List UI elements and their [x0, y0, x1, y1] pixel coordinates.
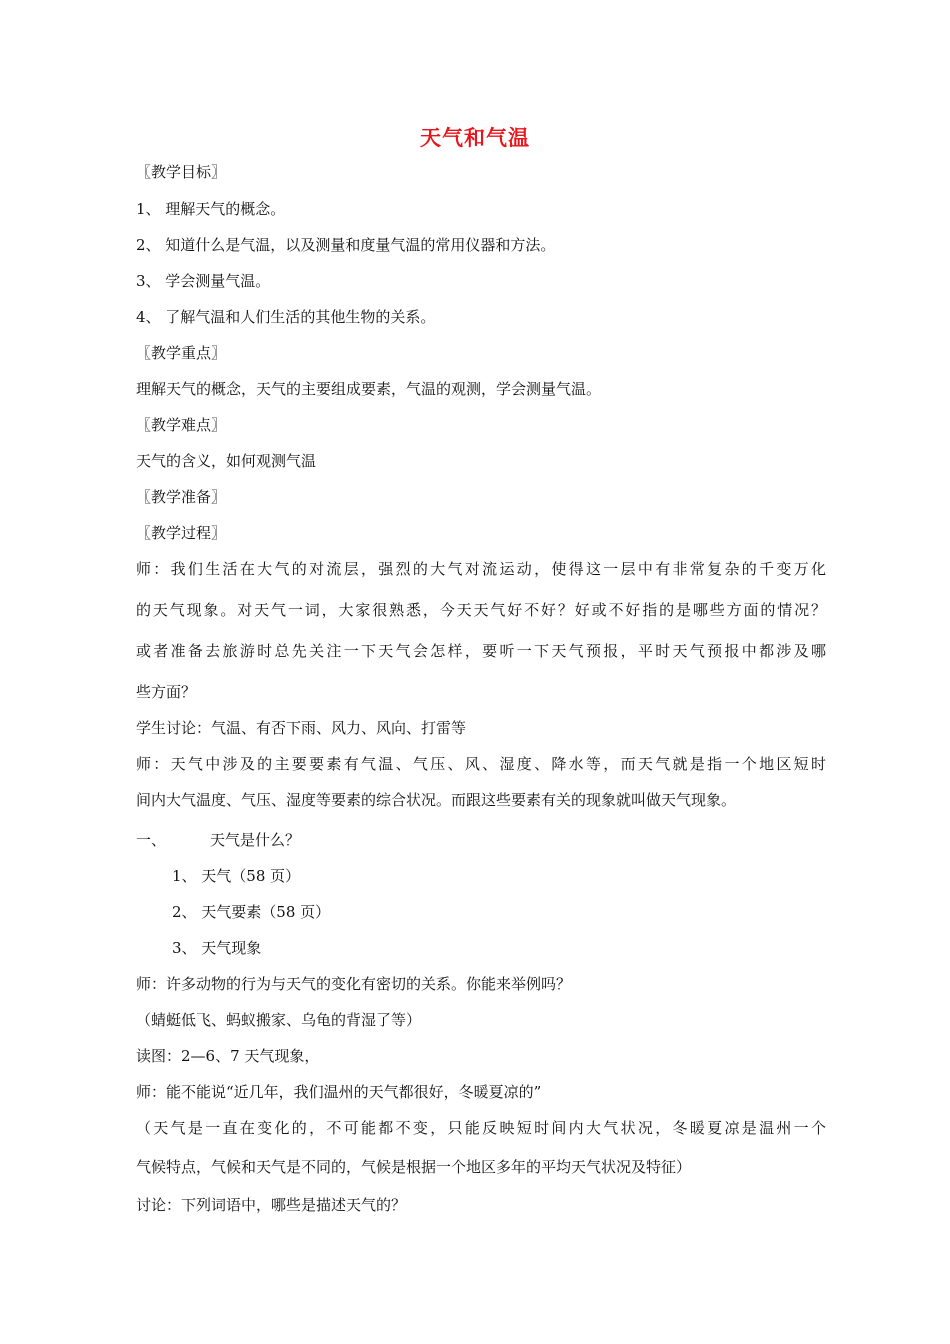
- difficulties-text: 天气的含义，如何观测气温: [136, 452, 317, 470]
- paragraph-line: （蜻蜓低飞、蚂蚁搬家、乌龟的背湿了等）: [136, 1011, 422, 1029]
- paragraph-line: 气候特点，气候和天气是不同的，气候是根据一个地区多年的平均天气状况及特征）: [136, 1158, 692, 1176]
- goal-item-3: 3、 学会测量气温。: [136, 272, 271, 290]
- key-points-text: 理解天气的概念，天气的主要组成要素，气温的观测，学会测量气温。: [136, 380, 602, 398]
- goal-item-1: 1、 理解天气的概念。: [136, 200, 286, 218]
- paragraph-line: 师：许多动物的行为与天气的变化有密切的关系。你能来举例吗？: [136, 975, 572, 993]
- paragraph-line: 读图：2—6、7 天气现象，: [136, 1047, 320, 1065]
- list-item: 1、 天气（58 页）: [172, 867, 301, 885]
- paragraph-line: 的天气现象。对天气一词，大家很熟悉，今天天气好不好？好或不好指的是哪些方面的情况？: [136, 601, 826, 619]
- list-item: 2、 天气要素（58 页）: [172, 903, 331, 921]
- paragraph-line: 师：我们生活在大气的对流层，强烈的大气对流运动，使得这一层中有非常复杂的千变万化: [136, 560, 826, 578]
- heading-process: 〖教学过程〗: [136, 524, 227, 542]
- heading-key-points: 〖教学重点〗: [136, 344, 227, 362]
- heading-teaching-goals: 〖教学目标〗: [136, 163, 227, 181]
- section-title: 天气是什么？: [210, 831, 301, 849]
- document-title: 天气和气温: [420, 125, 530, 150]
- paragraph-line: 或者准备去旅游时总先关注一下天气会怎样，要听一下天气预报，平时天气预报中都涉及哪: [136, 642, 826, 660]
- paragraph-line: 些方面？: [136, 683, 197, 701]
- heading-preparation: 〖教学准备〗: [136, 488, 227, 506]
- section-heading: [136, 829, 300, 851]
- paragraph-line: （天气是一直在变化的，不可能都不变，只能反映短时间内大气状况，冬暖夏凉是温州一个: [136, 1119, 826, 1137]
- list-item: 3、 天气现象: [172, 939, 262, 957]
- paragraph-line: 师：天气中涉及的主要要素有气温、气压、风、湿度、降水等，而天气就是指一个地区短时: [136, 755, 826, 773]
- discussion-prompt: 讨论：下列词语中，哪些是描述天气的？: [136, 1196, 407, 1214]
- goal-item-4: 4、 了解气温和人们生活的其他生物的关系。: [136, 308, 436, 326]
- student-discussion: 学生讨论：气温、有否下雨、风力、风向、打雷等: [136, 719, 467, 737]
- section-number: 一、: [136, 831, 167, 849]
- paragraph-line: 间内大气温度、气压、湿度等要素的综合状况。而跟这些要素有关的现象就叫做天气现象。: [136, 791, 737, 809]
- paragraph-line: 师：能不能说“近几年，我们温州的天气都很好，冬暖夏凉的”: [136, 1083, 542, 1101]
- goal-item-2: 2、 知道什么是气温，以及测量和度量气温的常用仪器和方法。: [136, 236, 556, 254]
- heading-difficulties: 〖教学难点〗: [136, 416, 227, 434]
